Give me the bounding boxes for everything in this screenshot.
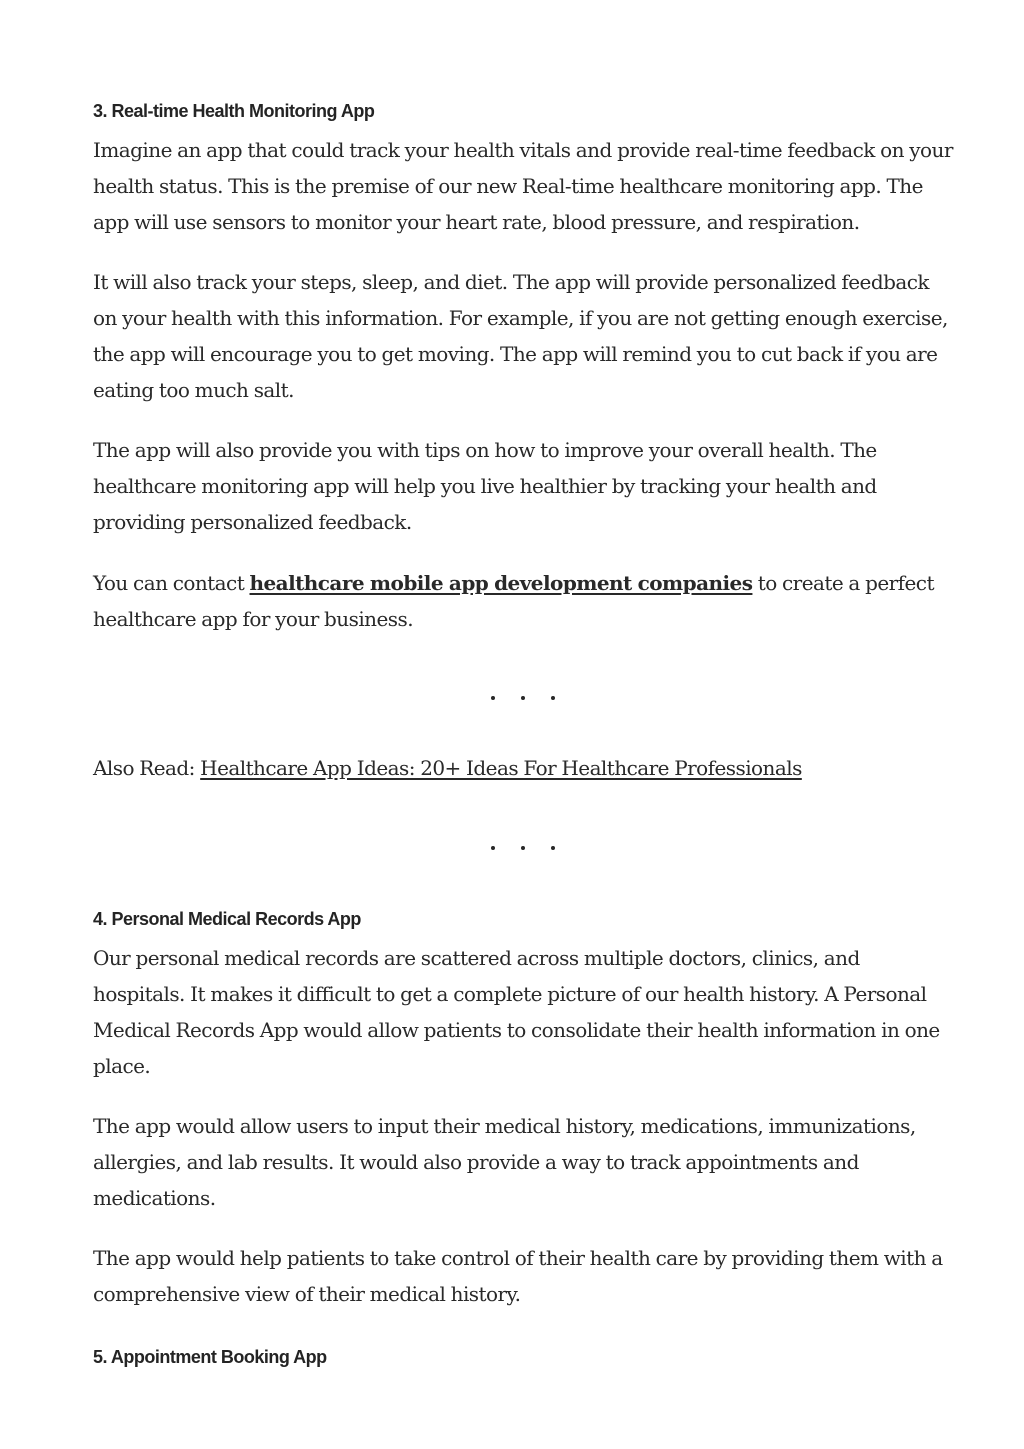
paragraph: The app will also provide you with tips on how to improve your overall health. The healthcare monitoring app will help you live healthier by tracking your health and providing personalized feedback. [93, 438, 877, 534]
also-read-link[interactable]: Healthcare App Ideas: 20+ Ideas For Healthcare Professionals [200, 756, 802, 780]
healthcare-companies-link[interactable]: healthcare mobile app development companies [249, 571, 753, 595]
section-separator [93, 830, 953, 866]
also-read-paragraph [93, 750, 802, 786]
paragraph: It will also track your steps, sleep, and diet. The app will provide personalized feedback on your health with this information. For example, if you are not getting enough exercise, the app will encourage you to get moving. The app will remind you to cut back if you are eating too much salt. [93, 270, 948, 402]
paragraph: The app would allow users to input their medical history, medications, immunizations, allergies, and lab results. It would also provide a way to track appointments and medications. [93, 1114, 916, 1210]
contact-text-before: You can contact [93, 571, 250, 595]
also-read-prefix: Also Read: [93, 756, 201, 780]
separator-dot [521, 846, 525, 850]
paragraph: Our personal medical records are scattered across multiple doctors, clinics, and hospitals. It makes it difficult to get a complete picture of our health history. A Personal Medical Records App would allow patients to consolidate their health information in one place. [93, 946, 940, 1078]
section-heading-appointment-booking: 5. Appointment Booking App [93, 1347, 327, 1367]
separator-dot [491, 696, 495, 700]
separator-dot [521, 696, 525, 700]
separator-dot [491, 846, 495, 850]
section-separator [93, 680, 953, 716]
contact-paragraph [93, 565, 953, 637]
contact-text-after: to create a perfect healthcare app for your business. [93, 571, 934, 631]
paragraph: The app would help patients to take control of their health care by providing them with a comprehensive view of their medical history. [93, 1246, 943, 1306]
paragraph: Imagine an app that could track your health vitals and provide real-time feedback on your health status. This is the premise of our new Real-time healthcare monitoring app. The app will use sensors to monitor your heart rate, blood pressure, and respiration. [93, 138, 953, 234]
section-heading-health-monitoring: 3. Real-time Health Monitoring App [93, 101, 375, 121]
separator-dot [551, 846, 555, 850]
separator-dot [551, 696, 555, 700]
section-heading-medical-records: 4. Personal Medical Records App [93, 909, 361, 929]
